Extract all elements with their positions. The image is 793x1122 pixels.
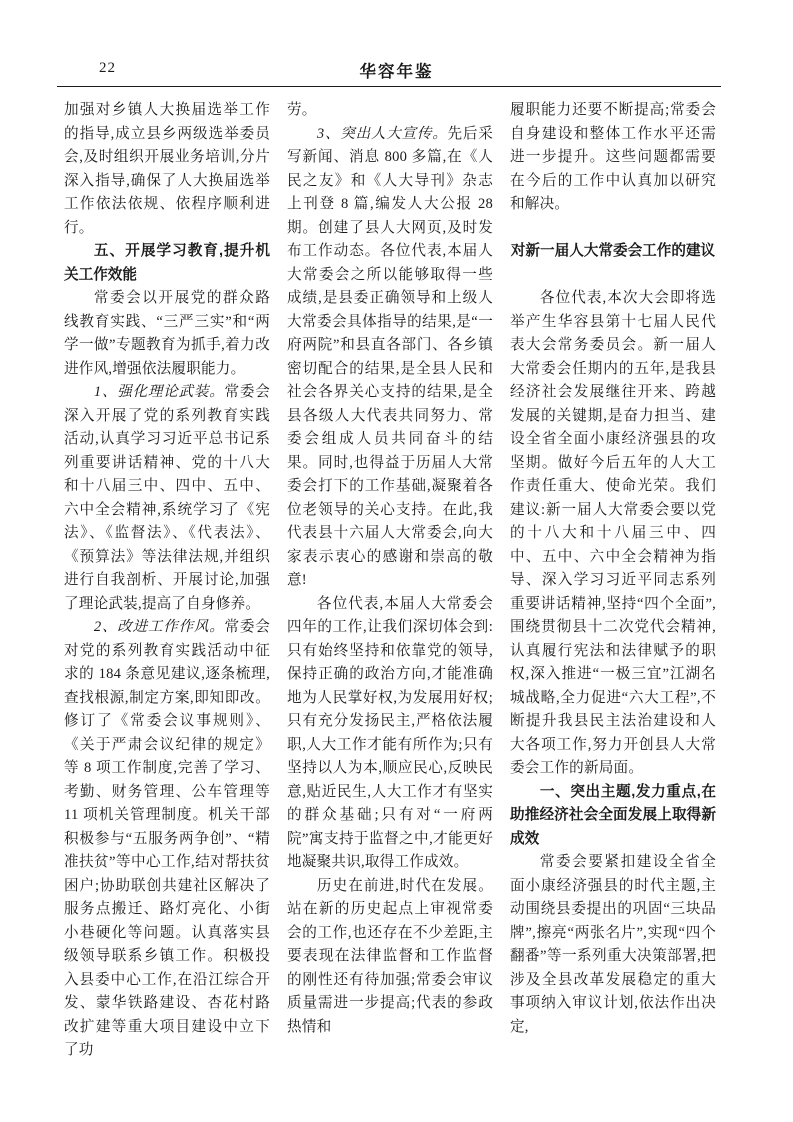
paragraph: 履职能力还要不断提高;常委会自身建设和整体工作水平还需进一步提升。这些问题都需要在今后的工作中认真加以研究和解决。 <box>510 102 716 212</box>
page-header <box>0 0 793 88</box>
numbered-item-lead: 1、强化理论武装。 <box>93 384 225 400</box>
paragraph: 常委会要紧扣建设全省全面小康经济强县的时代主题,主动围绕县委提出的巩固“三块品牌”,擦亮“两张名片”,实现“四个翻番”等一系列重大决策部署,把涉及全县改革发展稳定的重大事项纳入审议计划,依法作出决定, <box>510 854 716 1035</box>
section-title: 对新一届人大常委会工作的建议 <box>510 243 716 259</box>
text-column-2 <box>287 99 493 1063</box>
paragraph: 加强对乡镇人大换届选举工作的指导,成立县乡两级选举委员会,及时组织开展业务培训,分片深入指导,确保了人大换届选举工作依法依规、依程序顺利进行。 <box>64 102 270 236</box>
journal-title: 华容年鉴 <box>359 62 434 81</box>
subsection-heading: 一、突出主题,发力重点,在助推经济社会全面发展上取得新成效 <box>510 783 716 847</box>
paragraph: 3、突出人大宣传。先后采写新闻、消息 800 多篇,在《人民之友》和《人大导刊》杂志上刊登 8 篇,编发人大公报 28 期。创建了县人大网页,及时发布工作动态。各位代表,本届人大常委会之所以能够取得一些成绩,是县委正确领导和上级人大常委会具体指导的结果,是“一府两院”和县直各部门、各乡镇密切配合的结果,是全县人民和社会各界关心支持的结果,是全县各级人大代表共同努力、常委会组成人员共同奋斗的结果。同时,也得益于历届人大常委会打下的工作基础,凝聚着各位老领导的关心支持。在此,我代表县十六届人大常委会,向大家表示衷心的感谢和崇高的敬意! <box>287 125 493 588</box>
paragraph: 各位代表,本届人大常委会四年的工作,让我们深切体会到:只有始终坚持和依靠党的领导,保持正确的政治方向,才能准确地为人民掌好权,为发展用好权;只有充分发扬民主,严格依法履职,人大工作才能有所作为;只有坚持以人为本,顺应民心,反映民意,贴近民生,人大工作才有坚实的群众基础;只有对“一府两院”寓支持于监督之中,才能更好地凝聚共识,取得工作成效。 <box>287 595 493 870</box>
article-body <box>0 88 793 1063</box>
paragraph: 各位代表,本次大会即将选举产生华容县第十七届人民代表大会常务委员会。新一届人大常委会任期内的五年,是我县经济社会发展继往开来、跨越发展的关键期,是奋力担当、建设全省全面小康经济强县的攻坚期。做好今后五年的人大工作责任重大、使命光荣。我们建议:新一届人大常委会要以党的十八大和十八届三中、四中、五中、六中全会精神为指导、深入学习习近平同志系列重要讲话精神,坚持“四个全面”,围绕贯彻县十二次党代会精神,认真履行宪法和法律赋予的职权,深入推进“一极三宜”江湖名城战略,全力促进“六大工程”,不断提升我县民主法治建设和人大各项工作,努力开创县人大常委会工作的新局面。 <box>510 290 716 776</box>
page-number: 22 <box>99 60 116 76</box>
header-rule-divider <box>57 86 721 87</box>
paragraph: 劳。 <box>287 102 317 118</box>
paragraph: 2、改进工作作风。常委会对党的系列教育实践活动中征求的 184 条意见建议,逐条梳理,查找根源,制定方案,即知即改。修订了《常委会议事规则》、《关于严肃会议纪律的规定》等 8 项工作制度,完善了学习、考勤、财务管理、公车管理等 11 项机关管理制度。机关干部积极参与“五服务两争创”、“精准扶贫”等中心工作,结对帮扶贫困户;协助联创共建社区解决了服务点搬迁、路灯亮化、小街小巷硬化等问题。认真落实县级领导联系乡镇工作。积极投入县委中心工作,在沿江综合开发、蒙华铁路建设、杏花村路改扩建等重大项目建设中立下了功 <box>64 619 270 1058</box>
subsection-heading: 五、开展学习教育,提升机关工作效能 <box>64 243 270 283</box>
paragraph: 常委会以开展党的群众路线教育实践、“三严三实”和“两学一做”专题教育为抓手,着力改进作风,增强依法履职能力。 <box>64 290 270 377</box>
numbered-item-lead: 2、改进工作作风。 <box>93 619 225 635</box>
numbered-item-lead: 3、突出人大宣传。 <box>316 125 448 142</box>
text-column-3 <box>510 99 716 1063</box>
paragraph: 历史在前进,时代在发展。站在新的历史起点上审视常委会的工作,也还存在不少差距,主要表现在法律监督和工作监督的刚性还有待加强;常委会审议质量需进一步提高;代表的参政热情和 <box>287 877 493 1035</box>
paragraph: 1、强化理论武装。常委会深入开展了党的系列教育实践活动,认真学习习近平总书记系列重要讲话精神、党的十八大和十八届三中、四中、五中、六中全会精神,系统学习了《宪法》、《监督法》、《代表法》、《预算法》等法律法规,并组织进行自我剖析、开展讨论,加强了理论武装,提高了自身修养。 <box>64 384 270 612</box>
text-column-1 <box>64 99 270 1063</box>
